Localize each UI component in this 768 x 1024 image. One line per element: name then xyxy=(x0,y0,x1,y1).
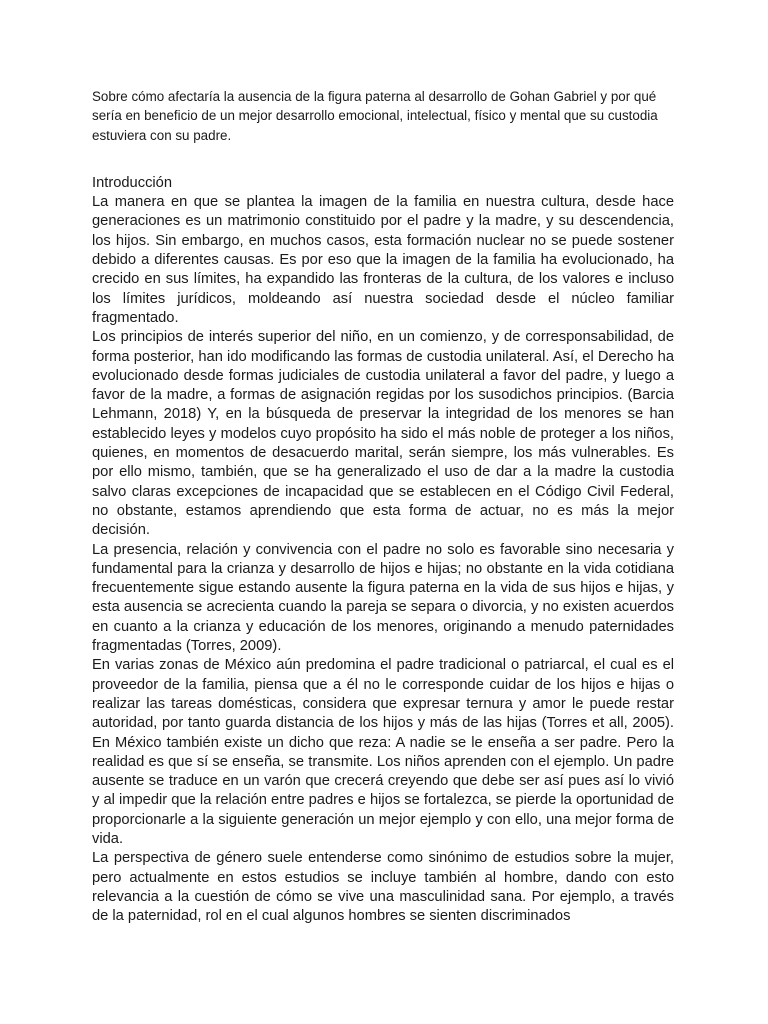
document-page xyxy=(92,87,674,926)
document-heading: Sobre cómo afectaría la ausencia de la figura paterna al desarrollo de Gohan Gabriel y por qué sería en beneficio de un mejor desarrollo emocional, intelectual, físico y mental que su custodia estuviera con su padre. xyxy=(92,89,658,143)
paragraph-1: La manera en que se plantea la imagen de la familia en nuestra cultura, desde hace generaciones es un matrimonio constituido por el padre y la madre, y su descendencia, los hijos. Sin embargo, en muchos casos, esta formación nuclear no se puede sostener debido a diferentes causas. Es por eso que la imagen de la familia ha evolucionado, ha crecido en sus límites, ha expandido las fronteras de la cultura, de los valores e incluso los límites jurídicos, moldeando así nuestra sociedad desde el núcleo familiar fragmentado. xyxy=(92,194,674,326)
paragraph-3: La presencia, relación y convivencia con el padre no solo es favorable sino necesaria y fundamental para la crianza y desarrollo de hijos e hijas; no obstante en la vida cotidiana frecuentemente sigue estando ausente la figura paterna en la vida de sus hijos e hijas, y esta ausencia se acrecienta cuando la pareja se separa o divorcia, y no existen acuerdos en cuanto a la crianza y educación de los menores, originando a menudo paternidades fragmentadas (Torres, 2009). xyxy=(92,541,674,655)
paragraph-4: En varias zonas de México aún predomina el padre tradicional o patriarcal, el cual es el proveedor de la familia, piensa que a él no le corresponde cuidar de los hijos e hijas o realizar las tareas domésticas, considera que expresar ternura y amor le puede restar autoridad, por tanto guarda distancia de los hijos y más de las hijas (Torres et all, 2005). En México también existe un dicho que reza: A nadie se le enseña a ser padre. Pero la realidad es que sí se enseña, se transmite. Los niños aprenden con el ejemplo. Un padre ausente se traduce en un varón que crecerá creyendo que debe ser así pues así lo vivió y al impedir que la relación entre padres e hijos se fortalezca, se pierde la oportunidad de proporcionarle a la siguiente generación un mejor ejemplo y con ello, una mejor forma de vida. xyxy=(92,657,674,847)
paragraph-5: La perspectiva de género suele entenderse como sinónimo de estudios sobre la mujer, pero actualmente en estos estudios se incluye también al hombre, dando con esto relevancia a la cuestión de cómo se vive una masculinidad sana. Por ejemplo, a través de la paternidad, rol en el cual algunos hombres se sienten discriminados xyxy=(92,850,674,925)
paragraph-2: Los principios de interés superior del niño, en un comienzo, y de corresponsabilidad, de forma posterior, han ido modificando las formas de custodia unilateral. Así, el Derecho ha evolucionado desde formas judiciales de custodia unilateral a favor del padre, y luego a favor de la madre, a formas de asignación regidas por los susodichos principios. (Barcia Lehmann, 2018) Y, en la búsqueda de preservar la integridad de los menores se han establecido leyes y modelos cuyo propósito ha sido el más noble de proteger a los niños, quienes, en momentos de desacuerdo marital, serán siempre, los más vulnerables. Es por ello mismo, también, que se ha generalizado el uso de dar a la madre la custodia salvo claras excepciones de incapacidad que se establecen en el Código Civil Federal, no obstante, estamos aprendiendo que esta forma de actuar, no es más la mejor decisión. xyxy=(92,329,674,539)
section-title: Introducción xyxy=(92,174,173,191)
